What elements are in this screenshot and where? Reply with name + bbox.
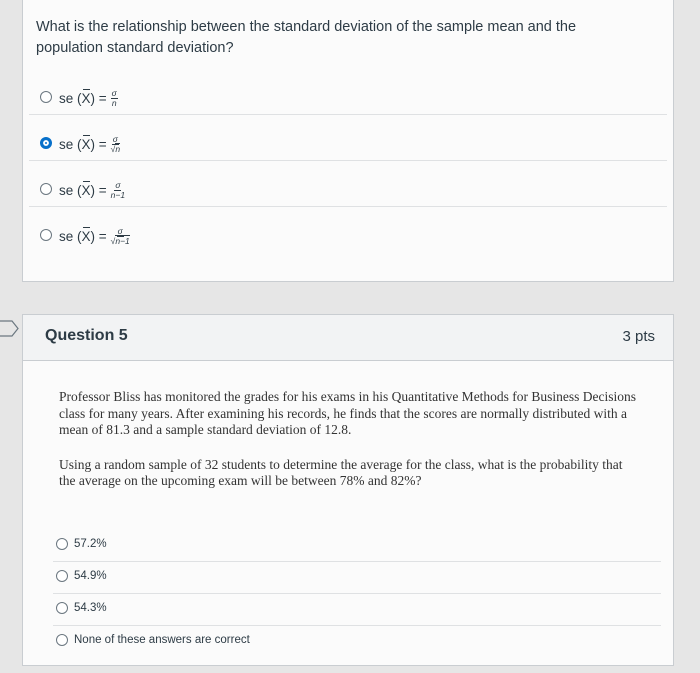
answer-option-2[interactable]	[53, 561, 661, 593]
answer-label: 54.3%	[74, 602, 107, 614]
question-paragraph-2: Using a random sample of 32 students to determine the average for the class, what is the probability that the average on the upcoming exam will be between 78% and 82%?	[59, 456, 623, 488]
radio-button[interactable]	[56, 538, 68, 550]
formula: se ( X ) = $\frac{\sigma}{n}$	[59, 88, 117, 108]
answer-label: None of these answers are correct	[74, 634, 250, 646]
question-4-options	[29, 69, 667, 252]
answer-option-1[interactable]	[53, 530, 661, 561]
formula: se ( X ) = $\frac{\sigma}{√n-1}$	[59, 226, 130, 246]
question-5-options	[53, 530, 661, 657]
radio-button-selected[interactable]	[40, 137, 52, 149]
question-title: Question 5	[45, 327, 128, 344]
answer-label: 54.9%	[74, 570, 107, 582]
answer-option-2[interactable]	[29, 114, 667, 160]
radio-button[interactable]	[40, 229, 52, 241]
answer-option-4[interactable]	[53, 625, 661, 657]
question-points: 3 pts	[622, 328, 655, 345]
question-5-text	[59, 389, 639, 508]
radio-button[interactable]	[40, 91, 52, 103]
question-5-header	[23, 315, 673, 361]
answer-option-3[interactable]	[29, 160, 667, 206]
question-paragraph-1: Professor Bliss has monitored the grades for his exams in his Quantitative Methods for Business Decisions class for many years. After examining his records, he finds that the scores are normally distributed with a mean of 81.3 and a sample standard deviation of 12.8.	[59, 389, 637, 437]
question-4-text: What is the relationship between the standard deviation of the sample mean and the population standard deviation?	[36, 19, 577, 56]
formula: se ( X ) = $\frac{\sigma}{n-1}$	[59, 180, 126, 200]
radio-button[interactable]	[56, 602, 68, 614]
current-question-arrow-icon	[0, 320, 19, 337]
answer-label: 57.2%	[74, 538, 107, 550]
answer-option-3[interactable]	[53, 593, 661, 625]
question-4-card	[22, 0, 674, 282]
radio-button[interactable]	[56, 570, 68, 582]
question-5-card	[22, 314, 674, 666]
radio-button[interactable]	[56, 634, 68, 646]
answer-option-4[interactable]	[29, 206, 667, 252]
formula: se ( X ) = $\frac{\sigma}{√n}$	[59, 134, 121, 154]
radio-button[interactable]	[40, 183, 52, 195]
answer-option-1[interactable]	[29, 69, 667, 114]
